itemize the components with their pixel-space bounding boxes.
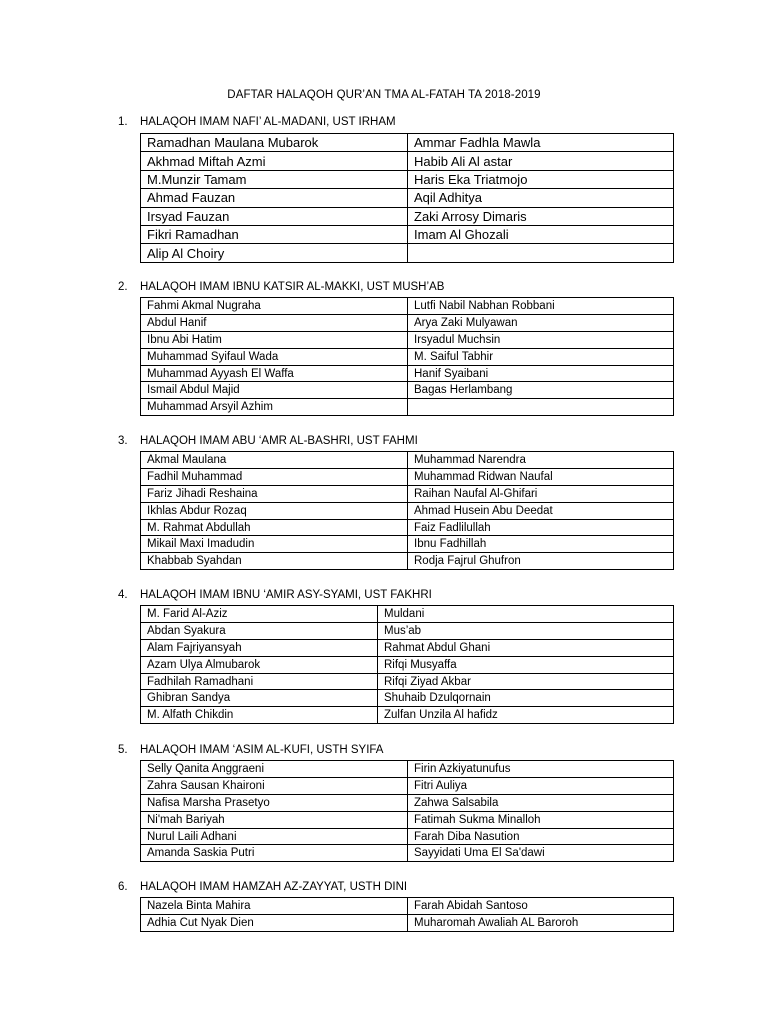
member-name-cell: Ismail Abdul Majid [141, 382, 408, 399]
table-row [141, 134, 674, 152]
table-row [141, 519, 674, 536]
table-row [141, 348, 674, 365]
member-name-cell: Aqil Adhitya [408, 189, 674, 207]
member-name-cell: Zaki Arrosy Dimaris [408, 207, 674, 225]
member-name-cell: Ramadhan Maulana Mubarok [141, 134, 408, 152]
member-name-cell: Muhammad Syifaul Wada [141, 348, 408, 365]
member-name-cell: Arya Zaki Mulyawan [408, 314, 674, 331]
member-name-cell: Ni'mah Bariyah [141, 811, 408, 828]
table-row [141, 152, 674, 170]
member-name-cell: Ahmad Fauzan [141, 189, 408, 207]
member-name-cell: Raihan Naufal Al-Ghifari [408, 485, 674, 502]
member-name-cell [408, 399, 674, 416]
section-heading [118, 744, 383, 756]
member-name-cell [408, 244, 674, 262]
member-name-cell: Faiz Fadlilullah [408, 519, 674, 536]
member-name-cell: Alip Al Choiry [141, 244, 408, 262]
member-name-cell: M. Alfath Chikdin [141, 707, 378, 724]
table-row [141, 382, 674, 399]
member-name-cell: M. Rahmat Abdullah [141, 519, 408, 536]
table-row [141, 553, 674, 570]
table-row [141, 244, 674, 262]
member-name-cell: Akhmad Miftah Azmi [141, 152, 408, 170]
table-row [141, 452, 674, 469]
table-row [141, 673, 674, 690]
member-name-cell: Amanda Saskia Putri [141, 845, 408, 862]
member-name-cell: Selly Qanita Anggraeni [141, 761, 408, 778]
member-table [140, 133, 674, 263]
section-title: HALAQOH IMAM NAFI’ AL-MADANI, UST IRHAM [140, 116, 396, 128]
table-row [141, 365, 674, 382]
section-number: 3. [118, 435, 128, 447]
member-name-cell: Ahmad Husein Abu Deedat [408, 502, 674, 519]
table-row [141, 828, 674, 845]
section-number: 2. [118, 281, 128, 293]
member-table [140, 605, 674, 724]
member-name-cell: Ibnu Fadhillah [408, 536, 674, 553]
member-name-cell: Muhammad Narendra [408, 452, 674, 469]
table-row [141, 690, 674, 707]
member-name-cell: Nafisa Marsha Prasetyo [141, 794, 408, 811]
member-table [140, 760, 674, 862]
table-row [141, 898, 674, 915]
table-row [141, 502, 674, 519]
table-row [141, 207, 674, 225]
section-heading [118, 435, 418, 447]
member-name-cell: Ammar Fadhla Mawla [408, 134, 674, 152]
member-name-cell: Firin Azkiyatunufus [408, 761, 674, 778]
member-name-cell: Muharomah Awaliah AL Baroroh [408, 914, 674, 931]
table-row [141, 656, 674, 673]
member-name-cell: Nurul Laili Adhani [141, 828, 408, 845]
member-name-cell: Mus’ab [378, 622, 674, 639]
member-name-cell: Fikri Ramadhan [141, 225, 408, 243]
member-name-cell: Fariz Jihadi Reshaina [141, 485, 408, 502]
member-name-cell: Abdan Syakura [141, 622, 378, 639]
member-name-cell: Muldani [378, 606, 674, 623]
table-row [141, 189, 674, 207]
table-row [141, 606, 674, 623]
member-name-cell: Imam Al Ghozali [408, 225, 674, 243]
table-row [141, 225, 674, 243]
member-name-cell: Fatimah Sukma Minalloh [408, 811, 674, 828]
member-name-cell: Rifqi Musyaffa [378, 656, 674, 673]
table-row [141, 399, 674, 416]
member-name-cell: Muhammad Arsyil Azhim [141, 399, 408, 416]
section-number: 4. [118, 589, 128, 601]
member-name-cell: Rifqi Ziyad Akbar [378, 673, 674, 690]
member-name-cell: Nazela Binta Mahira [141, 898, 408, 915]
member-name-cell: Shuhaib Dzulqornain [378, 690, 674, 707]
member-name-cell: Zulfan Unzila Al hafidz [378, 707, 674, 724]
member-name-cell: Lutfi Nabil Nabhan Robbani [408, 298, 674, 315]
section-title: HALAQOH IMAM IBNU ‘AMIR ASY-SYAMI, UST FAKHRI [140, 589, 432, 601]
member-name-cell: Fahmi Akmal Nugraha [141, 298, 408, 315]
member-name-cell: M. Farid Al-Aziz [141, 606, 378, 623]
member-name-cell: Fadhilah Ramadhani [141, 673, 378, 690]
member-name-cell: Rodja Fajrul Ghufron [408, 553, 674, 570]
member-name-cell: Bagas Herlambang [408, 382, 674, 399]
table-row [141, 639, 674, 656]
section-heading [118, 281, 444, 293]
member-name-cell: Alam Fajriyansyah [141, 639, 378, 656]
member-name-cell: Sayyidati Uma El Sa'dawi [408, 845, 674, 862]
table-row [141, 622, 674, 639]
member-name-cell: M. Saiful Tabhir [408, 348, 674, 365]
member-name-cell: Rahmat Abdul Ghani [378, 639, 674, 656]
member-name-cell: Zahwa Salsabila [408, 794, 674, 811]
table-row [141, 468, 674, 485]
table-row [141, 170, 674, 188]
table-row [141, 777, 674, 794]
section-heading [118, 589, 432, 601]
document-title: DAFTAR HALAQOH QUR’AN TMA AL-FATAH TA 2018-2019 [227, 89, 541, 101]
member-table [140, 451, 674, 570]
member-name-cell: Ghibran Sandya [141, 690, 378, 707]
table-row [141, 314, 674, 331]
member-name-cell: Fitri Auliya [408, 777, 674, 794]
member-name-cell: Hanif Syaibani [408, 365, 674, 382]
member-name-cell: Mikail Maxi Imadudin [141, 536, 408, 553]
member-name-cell: M.Munzir Tamam [141, 170, 408, 188]
section-title: HALAQOH IMAM HAMZAH AZ-ZAYYAT, USTH DINI [140, 881, 408, 893]
member-name-cell: Khabbab Syahdan [141, 553, 408, 570]
member-name-cell: Ikhlas Abdur Rozaq [141, 502, 408, 519]
table-row [141, 485, 674, 502]
member-name-cell: Habib Ali Al astar [408, 152, 674, 170]
section-heading [118, 881, 407, 893]
member-name-cell: Muhammad Ridwan Naufal [408, 468, 674, 485]
table-row [141, 761, 674, 778]
member-name-cell: Fadhil Muhammad [141, 468, 408, 485]
table-row [141, 331, 674, 348]
member-name-cell: Farah Abidah Santoso [408, 898, 674, 915]
member-name-cell: Farah Diba Nasution [408, 828, 674, 845]
member-name-cell: Azam Ulya Almubarok [141, 656, 378, 673]
member-table [140, 297, 674, 416]
member-name-cell: Irsyadul Muchsin [408, 331, 674, 348]
member-name-cell: Zahra Sausan Khaironi [141, 777, 408, 794]
member-name-cell: Akmal Maulana [141, 452, 408, 469]
member-table [140, 897, 674, 932]
table-row [141, 845, 674, 862]
section-title: HALAQOH IMAM IBNU KATSIR AL-MAKKI, UST MUSH’AB [140, 281, 445, 293]
section-title: HALAQOH IMAM ABU ‘AMR AL-BASHRI, UST FAHMI [140, 435, 418, 447]
table-row [141, 811, 674, 828]
member-name-cell: Haris Eka Triatmojo [408, 170, 674, 188]
member-name-cell: Abdul Hanif [141, 314, 408, 331]
table-row [141, 536, 674, 553]
member-name-cell: Irsyad Fauzan [141, 207, 408, 225]
member-name-cell: Ibnu Abi Hatim [141, 331, 408, 348]
member-name-cell: Adhia Cut Nyak Dien [141, 914, 408, 931]
section-title: HALAQOH IMAM ‘ASIM AL-KUFI, USTH SYIFA [140, 744, 384, 756]
section-number: 1. [118, 116, 128, 128]
section-heading [118, 116, 396, 128]
member-name-cell: Muhammad Ayyash El Waffa [141, 365, 408, 382]
table-row [141, 914, 674, 931]
table-row [141, 707, 674, 724]
section-number: 6. [118, 881, 128, 893]
section-number: 5. [118, 744, 128, 756]
table-row [141, 794, 674, 811]
table-row [141, 298, 674, 315]
